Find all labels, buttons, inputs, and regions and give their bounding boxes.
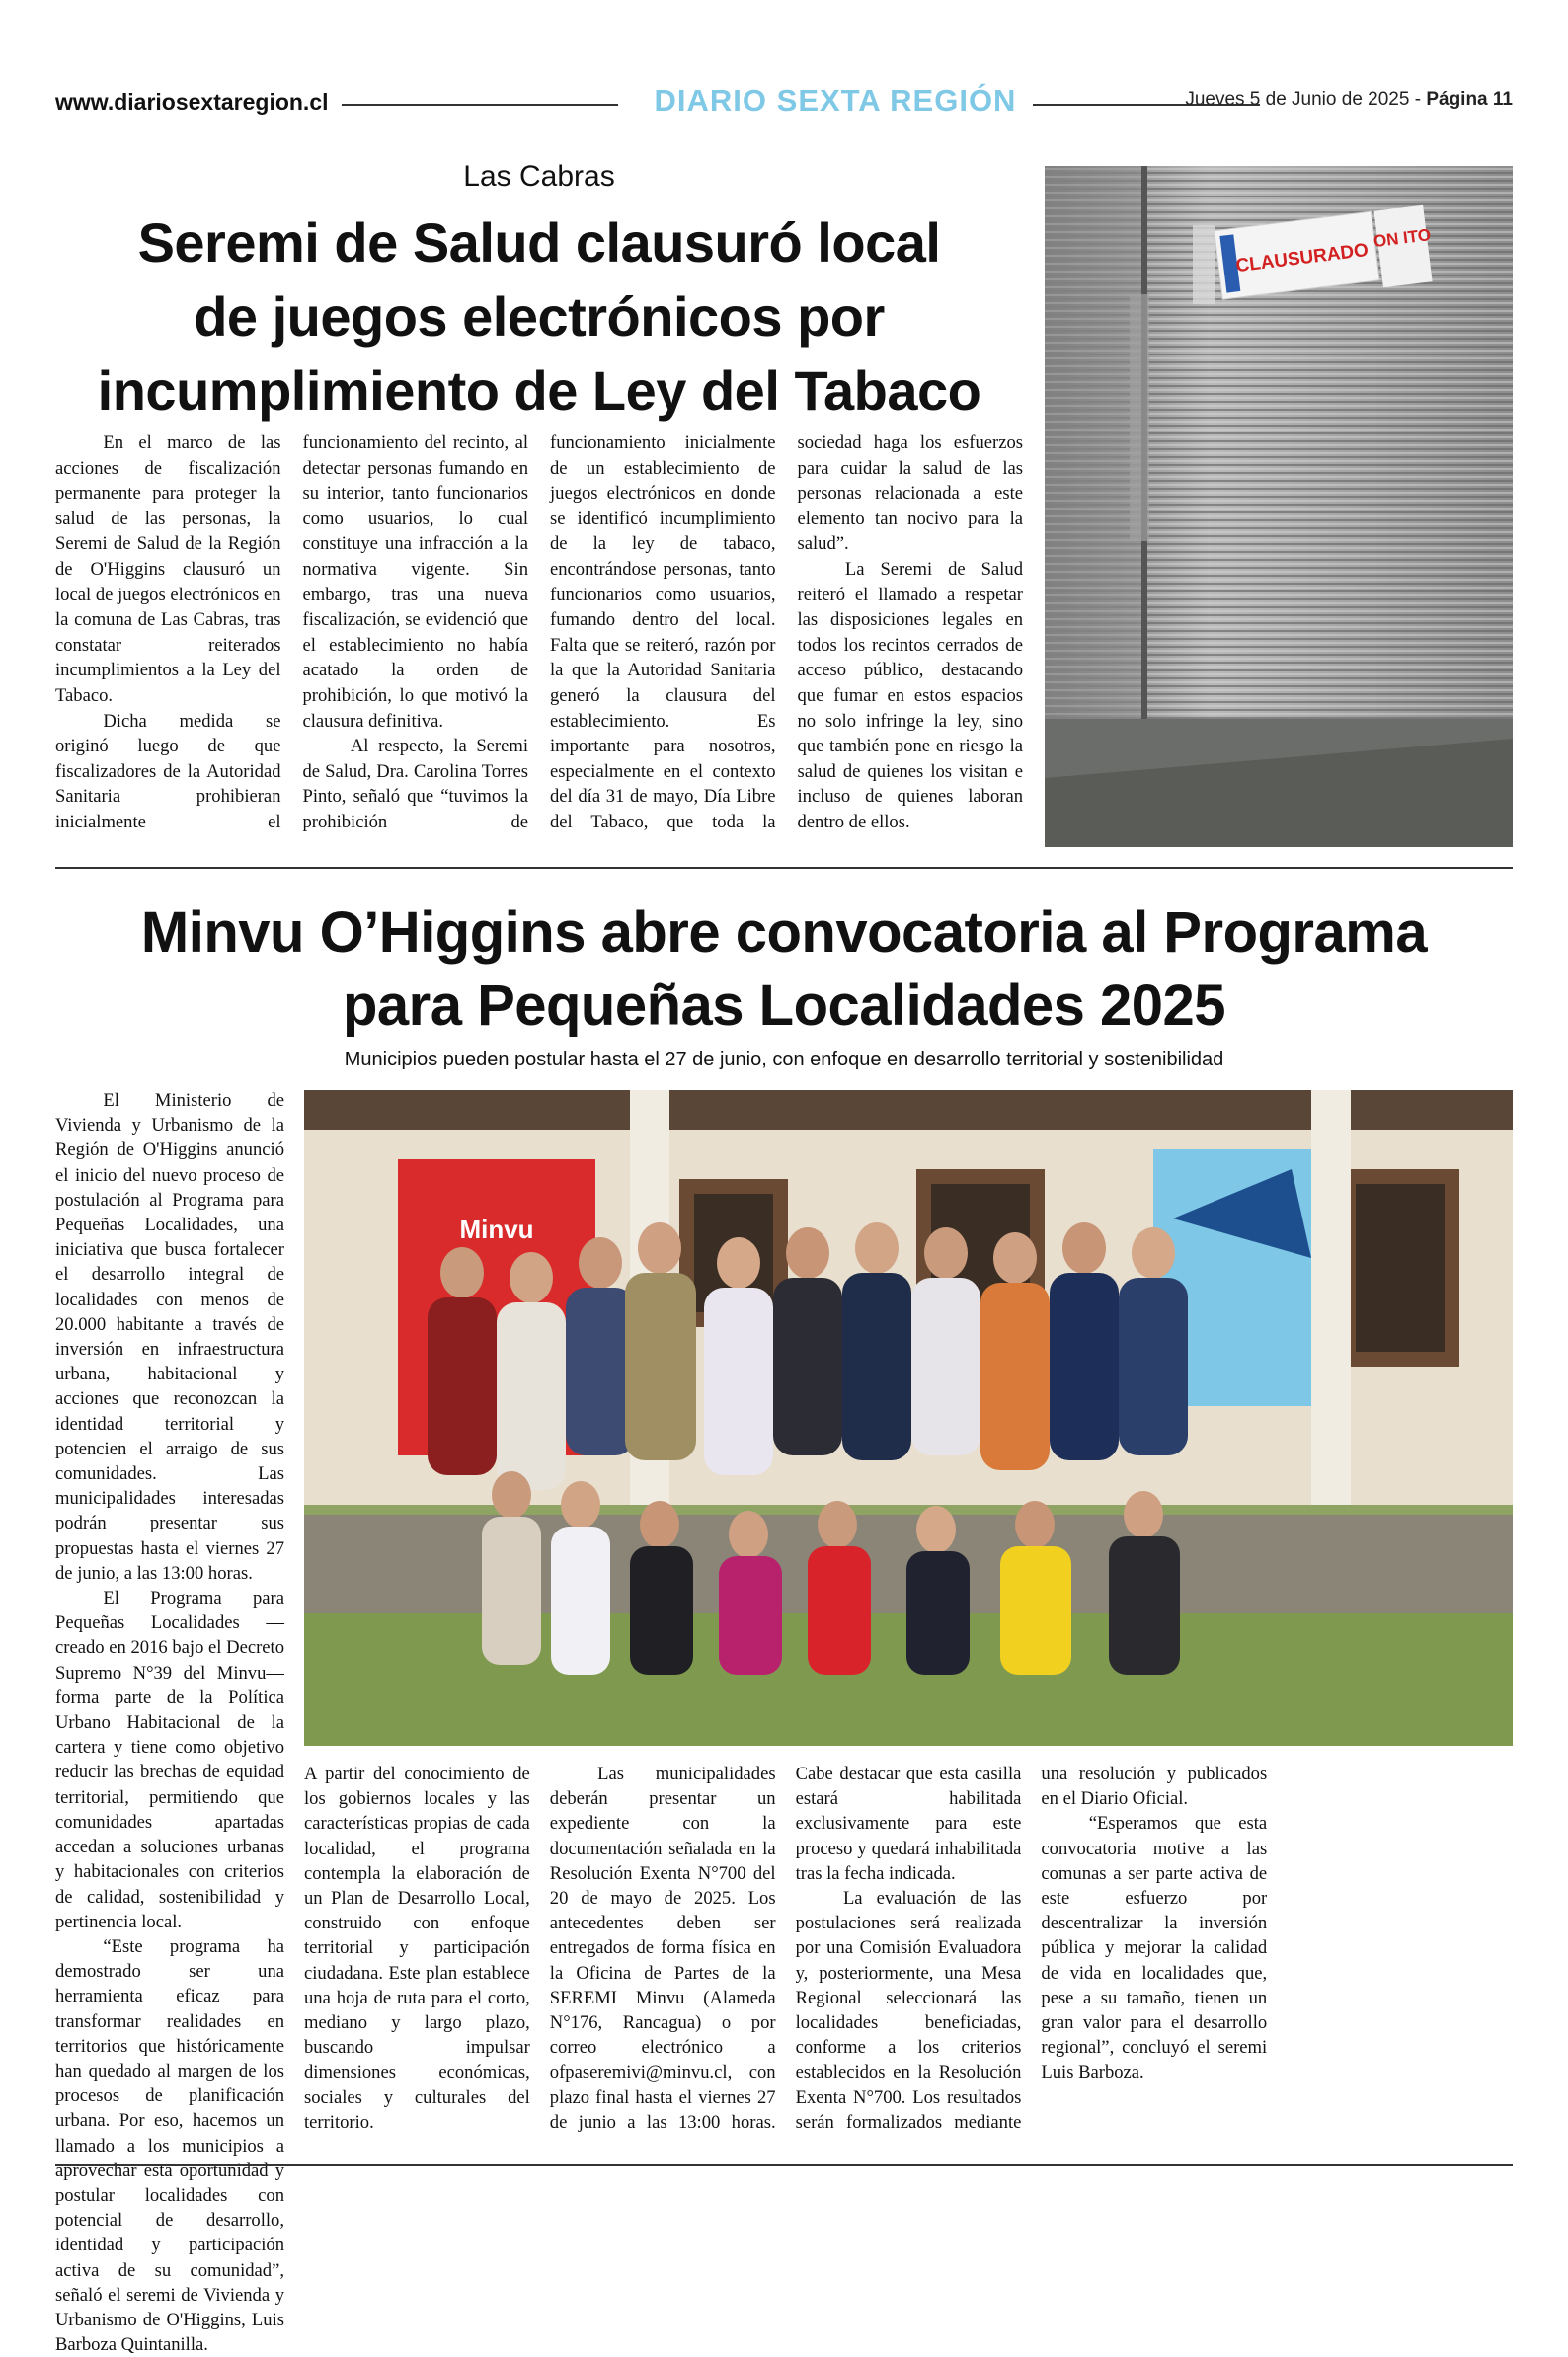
headline-line: incumplimiento de Ley del Tabaco xyxy=(97,359,981,422)
article1-headline xyxy=(55,205,1023,428)
group-photo-illustration xyxy=(304,1090,1513,1746)
article2-paragraph: “Este programa ha demostrado ser una herramienta eficaz para transformar realidades en territorios que históricamente han quedado al margen de los procesos de planificación urbana. Por eso, hacemos un llamado a los municipios a aprovechar esta oportunidad y postular localidades con potencial de desarrollo, identidad y participación activa de su comunidad”, señaló el seremi de Vivienda y Urbanismo de O'Higgins, Luis Barboza Quintanilla. xyxy=(55,1935,284,2356)
header-divider-left xyxy=(342,104,618,106)
page-header xyxy=(55,83,1513,128)
issue-date: Jueves 5 de Junio de 2025 xyxy=(1185,89,1410,110)
headline-line: de juegos electrónicos por xyxy=(194,285,885,348)
article1-kicker: Las Cabras xyxy=(463,160,615,193)
article2-paragraph: Las municipalidades deberán presentar un expediente con la documentación señalada en la Resolución Exenta N°700 del 20 de mayo de 2025. Los antecedentes deben ser entregados de forma física en la Oficina de Partes de la SEREMI Minvu (Alameda N°176, Rancagua) o por correo electrónico a ofpaseremivi@minvu.cl, con plazo final hasta el viernes 27 de junio a las 13:00 horas. Cabe destacar que esta casilla estará habilitada exclusivamente para este proceso y quedará inhabilitada tras la fecha indicada. xyxy=(549,1764,1022,2133)
article2-paragraph: El Ministerio de Vivienda y Urbanismo de la Región de O'Higgins anunció el inicio del nuevo proceso de postulación al Programa para Pequeñas Localidades, una iniciativa que busca fortalecer el desarrollo integral de localidades con menos de 20.000 habitante a través de inversión en infraestructura urbana, habitacional y acciones que reconozcan la identidad territorial y potencien el arraigo de sus comunidades. Las municipalidades interesadas podrán presentar sus propuestas hasta el viernes 27 de junio, a las 13:00 horas. xyxy=(55,1090,284,1584)
headline-line: para Pequeñas Localidades 2025 xyxy=(342,974,1226,1038)
article1-paragraph: Dicha medida se originó luego de que fiscalizadores de la Autoridad Sanitaria prohibieran inicialmente el funcionamiento del recinto, al detectar personas fumando en su interior, tanto funcionarios como usuarios, lo cual constituye una infracción a la normativa vigente. Sin embargo, tras una nueva fiscalización, se evidenció que el establecimiento no había acatado la orden de prohibición, lo que motivó la clausura definitiva. xyxy=(55,432,528,832)
banner-text: Minvu xyxy=(459,1215,534,1244)
group-photo xyxy=(304,1090,1513,1746)
issue-date-page xyxy=(1185,89,1513,111)
article2-subheadline: Municipios pueden postular hasta el 27 de junio, con enfoque en desarrollo territorial y sostenibilidad xyxy=(344,1049,1224,1070)
article2-paragraph: “Esperamos que esta convocatoria motive a las comunas a ser parte activa de este esfuerzo por descentralizar la inversión pública y mejorar la calidad de vida en localidades que, pese a su tamaño, tienen un gran valor para el desarrollo regional”, concluyó el seremi Luis Barboza. xyxy=(1041,1813,1268,2083)
section-divider xyxy=(55,867,1513,869)
sign-partial-text: ON ITO xyxy=(1372,225,1433,252)
article2-headline xyxy=(55,897,1513,1043)
article2-paragraph: El Programa para Pequeñas Localidades —creado en 2016 bajo el Decreto Supremo N°39 del Minvu— forma parte de la Política Urbano Habitacional de la cartera y tiene como objetivo reducir las brechas de equidad territorial, permitiendo que comunidades apartadas accedan a soluciones urbanas y habitacionales con criterios de calidad, sostenibilidad y pertinencia local. xyxy=(55,1588,284,1932)
article1-paragraph: La Seremi de Salud reiteró el llamado a respetar las disposiciones legales en todos los recintos cerrados de acceso público, destacando que fumar en estos espacios no solo infringe la ley, sino que también pone en riesgo la salud de quienes los visitan e incluso de quienes laboran dentro de ellos. xyxy=(797,558,1023,832)
shutter-illustration xyxy=(1045,166,1513,847)
bottom-divider xyxy=(55,2164,1513,2166)
date-page-separator: - xyxy=(1409,89,1427,110)
article1-body xyxy=(55,431,1023,855)
article2-paragraph: La evaluación de las postulaciones será realizada por una Comisión Evaluadora y, posteriormente, una Mesa Regional seleccionará las localidades beneficiadas, conforme a los criterios establecidos en la Resolución Exenta N°700. Los resultados serán formalizados mediante una resolución y publicados en el Diario Oficial. xyxy=(795,1764,1268,2133)
site-url[interactable]: www.diariosextaregion.cl xyxy=(55,89,329,115)
article1-paragraph: En el marco de las acciones de fiscalización permanente para proteger la salud de las personas, la Seremi de Salud de la Región de O'Higgins clausuró un local de juegos electrónicos en la comuna de Las Cabras, tras constatar reiterados incumplimientos a la Ley del Tabaco. xyxy=(55,432,281,706)
sign-text: CLAUSURADO xyxy=(1234,239,1371,277)
newspaper-brand: DIARIO SEXTA REGIÓN xyxy=(654,83,1017,118)
closed-shutter-photo xyxy=(1045,166,1513,847)
article2-paragraph-continued: A partir del conocimiento de los gobiernos locales y las características propias de cada localidad, el programa contempla la elaboración de un Plan de Desarrollo Local, construido con enfoque territorial y participación ciudadana. Este plan establece una hoja de ruta para el corto, mediano y largo plazo, buscando impulsar dimensiones económicas, sociales y culturales del territorio. xyxy=(304,1764,530,2133)
article2-lower-columns xyxy=(304,1762,1513,2137)
article1-paragraph: Al respecto, la Seremi de Salud, Dra. Carolina Torres Pinto, señaló que “tuvimos la prohibición de funcionamiento inicialmente de un establecimiento de juegos electrónicos en donde se identificó incumplimiento de la ley de tabaco, encontrándose personas, tanto funcionarios como usuarios, fumando dentro del local. Falta que se reiteró, razón por la que la Autoridad Sanitaria generó la clausura del establecimiento. Es importante para nosotros, especialmente en el contexto del día 31 de mayo, Día Libre del Tabaco, que toda la sociedad haga los esfuerzos para cuidar la salud de las personas relacionada a este elemento tan nocivo para la salud”. xyxy=(302,432,1023,832)
page-number: Página 11 xyxy=(1426,89,1513,110)
article2-first-column xyxy=(55,1088,284,2356)
headline-line: Minvu O’Higgins abre convocatoria al Programa xyxy=(140,901,1428,965)
headline-line: Seremi de Salud clausuró local xyxy=(137,211,941,274)
